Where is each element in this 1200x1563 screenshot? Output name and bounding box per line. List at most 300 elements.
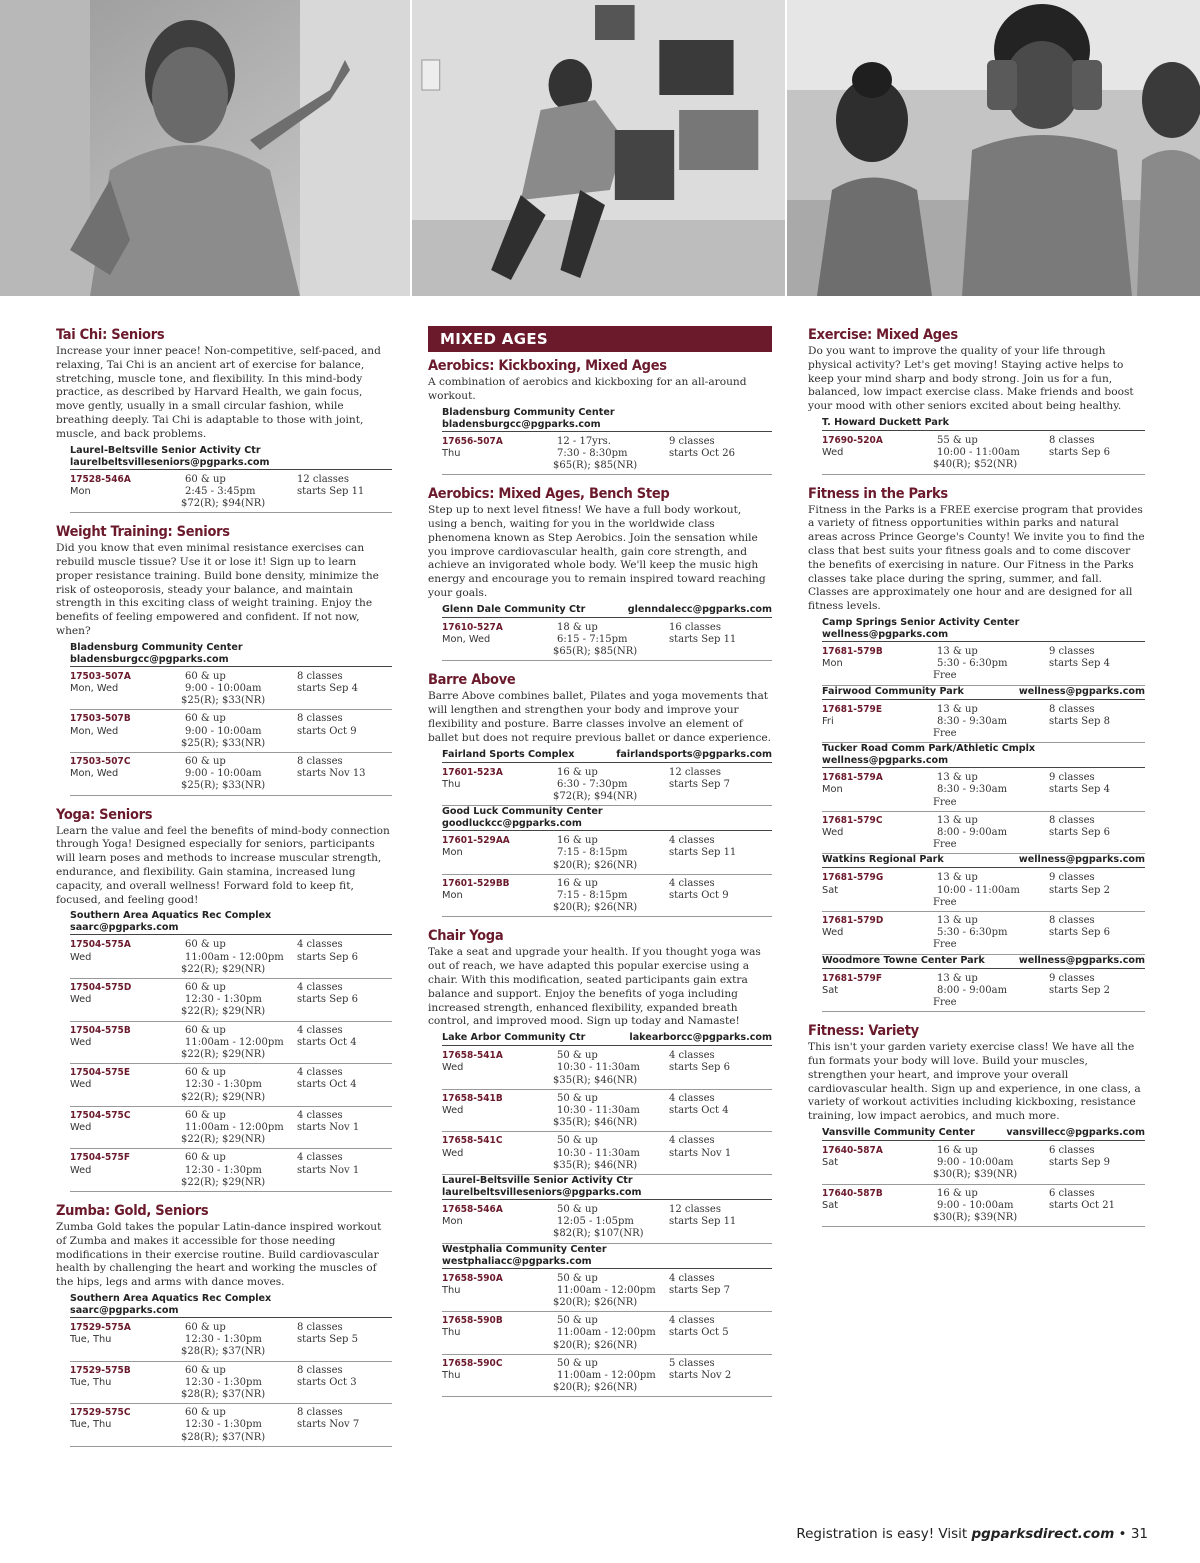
class-fee: $30(R); $39(NR) xyxy=(933,1169,1018,1181)
class-id-cell xyxy=(822,772,937,809)
class-details-cell xyxy=(933,1145,1049,1182)
class-row[interactable] xyxy=(70,1107,392,1150)
class-count: 8 classes xyxy=(297,670,343,682)
class-code[interactable]: 17503-507C xyxy=(70,755,131,767)
column-mixed-ages xyxy=(428,326,772,1407)
class-details-cell xyxy=(933,645,1049,683)
location-email[interactable]: glenndalecc@pgparks.com xyxy=(627,603,772,615)
location-header xyxy=(822,686,1145,700)
class-age: 13 & up xyxy=(937,915,978,927)
class-days: Sat xyxy=(822,1157,839,1169)
class-row[interactable] xyxy=(822,1185,1145,1228)
class-start: starts Nov 7 xyxy=(297,1419,360,1431)
class-time: 12:30 - 1:30pm xyxy=(185,1376,262,1388)
class-code[interactable]: 17681-579D xyxy=(822,915,884,927)
location-email[interactable]: vansvillecc@pgparks.com xyxy=(1006,1127,1145,1139)
location-email[interactable]: westphaliacc@pgparks.com xyxy=(442,1255,592,1267)
class-id-cell xyxy=(822,815,937,852)
location-email[interactable]: goodluckcc@pgparks.com xyxy=(442,818,582,830)
class-code[interactable]: 17503-507B xyxy=(70,713,131,725)
location-name: Laurel-Beltsville Senior Activity Ctr xyxy=(70,444,261,456)
class-fee: $72(R); $94(NR) xyxy=(553,790,638,802)
class-id-cell xyxy=(822,646,937,683)
class-id-cell xyxy=(442,1273,557,1310)
class-age: 50 & up xyxy=(557,1092,598,1104)
class-id-cell xyxy=(70,1110,185,1147)
class-row[interactable] xyxy=(70,979,392,1022)
class-code[interactable]: 17656-507A xyxy=(442,435,503,447)
class-id-cell xyxy=(442,878,557,915)
class-age: 13 & up xyxy=(937,703,978,715)
class-time: 10:30 - 11:30am xyxy=(557,1105,640,1116)
class-id-cell xyxy=(822,1145,937,1182)
class-time: 8:00 - 9:00am xyxy=(937,984,1008,996)
class-row[interactable] xyxy=(70,668,392,711)
location-email[interactable]: bladensburgcc@pgparks.com xyxy=(70,653,229,665)
class-time: 8:00 - 9:00am xyxy=(937,827,1008,838)
class-age: 60 & up xyxy=(185,755,226,767)
class-age: 50 & up xyxy=(557,1135,598,1147)
class-count: 9 classes xyxy=(1049,872,1095,884)
class-age: 13 & up xyxy=(937,645,978,657)
class-start: starts Sep 11 xyxy=(669,847,737,859)
class-id-cell xyxy=(442,1093,557,1130)
class-fee: $35(R); $46(NR) xyxy=(553,1117,638,1129)
class-code[interactable]: 17504-575C xyxy=(70,1109,131,1121)
location-row xyxy=(822,686,1145,698)
class-days: Mon, Wed xyxy=(70,725,119,737)
class-code[interactable]: 17610-527A xyxy=(442,621,503,633)
class-code[interactable]: 17681-579F xyxy=(822,972,882,984)
class-code[interactable]: 17681-579C xyxy=(822,814,883,826)
location-header xyxy=(822,417,1145,431)
class-schedule-cell xyxy=(297,1152,392,1189)
class-row[interactable] xyxy=(442,1090,772,1133)
class-id-cell xyxy=(70,982,185,1019)
class-id-cell xyxy=(442,767,557,804)
location-email[interactable]: wellness@pgparks.com xyxy=(822,755,949,767)
class-start: starts Sep 6 xyxy=(1049,827,1110,838)
class-fee: $28(R); $37(NR) xyxy=(181,1389,266,1401)
class-id-cell xyxy=(822,872,937,909)
class-days: Mon xyxy=(822,784,843,796)
class-fee: $20(R); $26(NR) xyxy=(553,902,638,914)
class-id-cell xyxy=(70,1067,185,1104)
class-row[interactable] xyxy=(442,1270,772,1313)
class-row[interactable] xyxy=(822,869,1145,912)
location-email[interactable]: wellness@pgparks.com xyxy=(822,628,949,640)
class-age: 18 & up xyxy=(557,621,598,633)
class-start: starts Sep 4 xyxy=(1049,658,1110,670)
location-email[interactable]: wellness@pgparks.com xyxy=(1018,954,1145,966)
class-code[interactable]: 17658-541C xyxy=(442,1135,503,1147)
location-header xyxy=(822,1127,1145,1141)
class-schedule-cell xyxy=(1049,872,1145,909)
class-time: 7:15 - 8:15pm xyxy=(557,890,628,901)
class-row[interactable] xyxy=(822,701,1145,744)
class-details-cell xyxy=(553,1092,669,1130)
class-age: 60 & up xyxy=(185,1407,226,1419)
location-name: Southern Area Aquatics Rec Complex xyxy=(70,1293,272,1305)
class-time: 6:15 - 7:15pm xyxy=(557,633,628,645)
location-email[interactable]: fairlandsports@pgparks.com xyxy=(616,748,772,760)
class-row[interactable] xyxy=(70,936,392,979)
class-row[interactable] xyxy=(442,832,772,875)
class-row[interactable] xyxy=(70,1149,392,1192)
location-row xyxy=(70,642,392,654)
class-count: 4 classes xyxy=(297,1152,343,1164)
class-row[interactable] xyxy=(442,433,772,476)
class-details-cell xyxy=(933,772,1049,809)
class-id-cell xyxy=(442,1204,557,1241)
location-email[interactable]: bladensburgcc@pgparks.com xyxy=(442,418,601,430)
class-details-cell xyxy=(181,1067,297,1104)
class-age: 60 & up xyxy=(185,981,226,993)
class-start: starts Sep 7 xyxy=(669,778,730,790)
class-details-cell xyxy=(933,872,1049,909)
class-code[interactable]: 17681-579G xyxy=(822,872,884,884)
class-days: Tue, Thu xyxy=(70,1334,112,1346)
class-count: 4 classes xyxy=(297,939,343,951)
course-title: Tai Chi: Seniors xyxy=(56,327,165,343)
class-schedule-cell xyxy=(1049,1188,1145,1225)
class-details-cell xyxy=(553,621,669,659)
class-code[interactable]: 17640-587A xyxy=(822,1145,883,1157)
column-seniors xyxy=(56,326,392,1457)
class-schedule-cell xyxy=(669,1135,772,1172)
class-time: 12:30 - 1:30pm xyxy=(185,1334,262,1346)
class-time: 8:30 - 9:30am xyxy=(937,715,1008,727)
class-details-cell xyxy=(553,1272,669,1310)
class-code[interactable]: 17504-575F xyxy=(70,1152,130,1164)
class-days: Wed xyxy=(70,951,92,963)
location-row xyxy=(442,1032,772,1044)
class-start: starts Sep 5 xyxy=(297,1334,358,1346)
location-row xyxy=(442,749,772,761)
class-start: starts Sep 6 xyxy=(669,1062,730,1074)
class-code[interactable]: 17503-507A xyxy=(70,670,131,682)
class-row[interactable] xyxy=(442,1355,772,1398)
class-id-cell xyxy=(442,835,557,872)
class-time: 2:45 - 3:45pm xyxy=(185,485,256,497)
class-id-cell xyxy=(442,1050,557,1087)
class-id-cell xyxy=(442,1315,557,1352)
class-age: 16 & up xyxy=(937,1145,978,1157)
class-days: Sat xyxy=(822,1199,839,1211)
class-start: starts Nov 13 xyxy=(297,768,366,780)
location-name: Vansville Community Center xyxy=(822,1127,975,1139)
class-fee: Free xyxy=(933,839,957,851)
location-email[interactable]: saarc@pgparks.com xyxy=(70,922,179,934)
class-time: 9:00 - 10:00am xyxy=(185,768,262,780)
class-time: 11:00am - 12:00pm xyxy=(557,1370,656,1382)
location-row xyxy=(442,407,772,419)
class-count: 9 classes xyxy=(1049,772,1095,784)
class-code[interactable]: 17658-590B xyxy=(442,1315,503,1327)
class-fee: $28(R); $37(NR) xyxy=(181,1431,266,1443)
tai-chi-photo xyxy=(0,0,410,296)
class-days: Sat xyxy=(822,884,839,896)
class-details-cell xyxy=(181,473,297,511)
class-time: 5:30 - 6:30pm xyxy=(937,927,1008,939)
class-code[interactable]: 17681-579E xyxy=(822,703,882,715)
class-code[interactable]: 17658-590C xyxy=(442,1357,503,1369)
class-count: 8 classes xyxy=(297,1364,343,1376)
location-header xyxy=(442,604,772,618)
location-header xyxy=(70,1293,392,1318)
class-count: 5 classes xyxy=(669,1357,715,1369)
class-row[interactable] xyxy=(70,1319,392,1362)
class-row[interactable] xyxy=(442,1201,772,1244)
location-row xyxy=(442,806,772,818)
class-start: starts Oct 5 xyxy=(669,1327,729,1339)
class-row[interactable] xyxy=(822,812,1145,855)
location-name: Bladensburg Community Center xyxy=(442,406,615,418)
course-title: Yoga: Seniors xyxy=(56,806,153,823)
class-count: 6 classes xyxy=(1049,1187,1095,1199)
course-section xyxy=(56,1202,392,1447)
class-start: starts Sep 7 xyxy=(669,1284,730,1296)
footer-prefix: Registration is easy! Visit xyxy=(796,1526,972,1542)
class-code[interactable]: 17528-546A xyxy=(70,473,131,485)
class-schedule-cell xyxy=(669,1093,772,1130)
class-count: 8 classes xyxy=(1049,703,1095,715)
class-fee: $65(R); $85(NR) xyxy=(553,460,638,471)
class-fee: $22(R); $29(NR) xyxy=(181,1134,266,1146)
class-code[interactable]: 17504-575A xyxy=(70,939,131,951)
class-row[interactable] xyxy=(442,619,772,662)
class-id-cell xyxy=(822,435,937,472)
course-description: Did you know that even minimal resistance exercises can rebuild muscle tissue? Use it or lose it! Sign up to learn proper resistance training. Build bone density, minimize the risk of osteoporosis, steady your balance, and maintain strength in this exciting class of weight training. Enjoy the benefits of feeling empowered and confident. If not now, when? xyxy=(56,542,379,637)
class-details-cell xyxy=(181,670,297,708)
class-row[interactable] xyxy=(70,1064,392,1107)
location-name: Fairwood Community Park xyxy=(822,685,964,697)
class-age: 60 & up xyxy=(185,1024,226,1036)
location-email[interactable]: lakearborcc@pgparks.com xyxy=(629,1032,772,1044)
class-schedule-cell xyxy=(669,878,772,915)
location-email[interactable]: saarc@pgparks.com xyxy=(70,1305,179,1317)
class-code[interactable]: 17640-587B xyxy=(822,1187,883,1199)
class-id-cell xyxy=(70,671,185,708)
class-age: 60 & up xyxy=(185,939,226,951)
class-fee: $22(R); $29(NR) xyxy=(181,1176,266,1188)
course-section xyxy=(428,671,772,917)
location-name: Camp Springs Senior Activity Center xyxy=(822,616,1020,628)
class-code[interactable]: 17529-575B xyxy=(70,1364,131,1376)
class-schedule-cell xyxy=(669,622,772,659)
class-row[interactable] xyxy=(442,1312,772,1355)
class-schedule-cell xyxy=(1049,772,1145,809)
location-header xyxy=(442,1175,772,1200)
class-age: 16 & up xyxy=(557,766,598,778)
location-row xyxy=(822,854,1145,866)
class-row[interactable] xyxy=(822,769,1145,812)
class-time: 11:00am - 12:00pm xyxy=(557,1327,656,1339)
class-schedule-cell xyxy=(669,1273,772,1310)
class-schedule-cell xyxy=(297,1322,392,1359)
class-code[interactable]: 17681-579A xyxy=(822,772,883,784)
location-header xyxy=(442,407,772,432)
class-age: 60 & up xyxy=(185,713,226,725)
class-days: Mon, Wed xyxy=(70,768,119,780)
class-fee: $25(R); $33(NR) xyxy=(181,695,266,707)
class-fee: $20(R); $26(NR) xyxy=(553,1382,638,1394)
class-row[interactable] xyxy=(70,1022,392,1065)
class-count: 4 classes xyxy=(669,1092,715,1104)
class-age: 13 & up xyxy=(937,814,978,826)
class-details-cell xyxy=(553,1050,669,1087)
course-description: Learn the value and feel the benefits of mind-body connection through Yoga! Designed especially for seniors, participants will learn poses and methods to increase muscular strength, endurance, and flexibility. Gain stamina, increased lung capacity, and overall wellness! Forward fold to keep fit, focused, and feeling good! xyxy=(56,824,390,906)
class-details-cell xyxy=(181,1364,297,1402)
class-id-cell xyxy=(822,1188,937,1225)
class-count: 12 classes xyxy=(669,766,721,778)
class-details-cell xyxy=(933,972,1049,1010)
class-code[interactable]: 17658-590A xyxy=(442,1272,503,1284)
class-start: starts Nov 2 xyxy=(669,1370,732,1382)
class-schedule-cell xyxy=(669,1358,772,1395)
class-details-cell xyxy=(933,1187,1049,1225)
location-row xyxy=(70,445,392,457)
page-number: 31 xyxy=(1130,1526,1148,1542)
class-row[interactable] xyxy=(70,710,392,753)
class-days: Thu xyxy=(442,1327,461,1339)
class-count: 8 classes xyxy=(1049,915,1095,927)
class-row[interactable] xyxy=(442,1132,772,1175)
class-start: starts Oct 4 xyxy=(297,1079,357,1091)
class-row[interactable] xyxy=(822,643,1145,686)
course-description: Fitness in the Parks is a FREE exercise program that provides a variety of fitness opportunities within parks and natural areas across Prince George's County! We invite you to find the class that best suits your fitness goals and to come discover the benefits of exercising in nature. Our Fitness in the Parks classes take place during the spring, summer, and fall. Classes are approximately one hour and are designed for all fitness levels. xyxy=(808,503,1145,613)
class-days: Mon xyxy=(442,890,463,901)
course-description: This isn't your garden variety exercise class! We have all the fun formats your body will love. Build your muscles, strengthen your heart, and improve your overall cardiovascular health. Sign up and experience, in one class, a variety of workout activities including kickboxing, resistance training, low impact aerobics, and much more. xyxy=(808,1041,1141,1123)
course-section xyxy=(428,927,772,1397)
class-row[interactable] xyxy=(442,1047,772,1090)
location-name: Tucker Road Comm Park/Athletic Cmplx xyxy=(822,743,1036,755)
class-schedule-cell xyxy=(297,982,392,1019)
class-count: 4 classes xyxy=(297,1109,343,1121)
class-count: 8 classes xyxy=(297,755,343,767)
class-row[interactable] xyxy=(822,970,1145,1013)
class-row[interactable] xyxy=(822,432,1145,475)
class-fee: $65(R); $85(NR) xyxy=(553,646,638,658)
class-code[interactable]: 17690-520A xyxy=(822,434,883,446)
class-count: 8 classes xyxy=(1049,434,1095,446)
location-row xyxy=(70,1293,392,1305)
class-age: 50 & up xyxy=(557,1050,598,1062)
class-age: 12 - 17yrs. xyxy=(557,435,611,447)
class-details-cell xyxy=(181,1024,297,1062)
class-row[interactable] xyxy=(70,753,392,796)
location-email[interactable]: wellness@pgparks.com xyxy=(1018,685,1145,697)
class-id-cell xyxy=(70,1025,185,1062)
class-age: 60 & up xyxy=(185,1364,226,1376)
class-count: 4 classes xyxy=(669,877,715,889)
class-fee: $35(R); $46(NR) xyxy=(553,1074,638,1086)
class-row[interactable] xyxy=(822,912,1145,955)
class-code[interactable]: 17529-575A xyxy=(70,1322,131,1334)
site-link[interactable]: pgparksdirect.com xyxy=(971,1526,1115,1542)
class-row[interactable] xyxy=(442,764,772,807)
class-code[interactable]: 17601-523A xyxy=(442,766,503,778)
class-fee: $40(R); $52(NR) xyxy=(933,459,1018,471)
class-schedule-cell xyxy=(297,671,392,708)
class-row[interactable] xyxy=(70,471,392,514)
course-description: Zumba Gold takes the popular Latin-dance inspired workout of Zumba and makes it accessible for those needing modifications in their exercise routine. Build cardiovascular health by challenging the heart and working the muscles of the hips, legs and arms with dance moves. xyxy=(56,1221,382,1289)
course-title: Chair Yoga xyxy=(428,928,504,945)
location-name: Glenn Dale Community Ctr xyxy=(442,603,586,615)
class-row[interactable] xyxy=(442,875,772,918)
class-start: starts Oct 4 xyxy=(297,1036,357,1048)
class-fee: $35(R); $46(NR) xyxy=(553,1159,638,1171)
class-schedule-cell xyxy=(297,1110,392,1147)
mixed-ages-banner: MIXED AGES xyxy=(428,326,772,352)
class-fee: Free xyxy=(933,997,957,1009)
class-fee: $72(R); $94(NR) xyxy=(181,497,266,509)
class-code[interactable]: 17529-575C xyxy=(70,1407,131,1419)
class-code[interactable]: 17504-575E xyxy=(70,1067,130,1079)
class-details-cell xyxy=(933,703,1049,741)
class-days: Thu xyxy=(442,778,461,790)
class-code[interactable]: 17681-579B xyxy=(822,645,883,657)
class-schedule-cell xyxy=(669,835,772,872)
location-row xyxy=(822,743,1145,755)
class-row[interactable] xyxy=(822,1142,1145,1185)
class-details-cell xyxy=(553,766,669,804)
class-id-cell xyxy=(70,1152,185,1189)
class-code[interactable]: 17504-575B xyxy=(70,1024,131,1036)
location-email[interactable]: laurelbeltsvilleseniors@pgparks.com xyxy=(70,456,270,468)
course-section xyxy=(56,523,392,795)
class-days: Wed xyxy=(70,1164,92,1176)
class-time: 9:00 - 10:00am xyxy=(185,725,262,737)
class-count: 4 classes xyxy=(669,1315,715,1327)
class-schedule-cell xyxy=(669,1315,772,1352)
location-header xyxy=(70,642,392,667)
class-days: Mon, Wed xyxy=(70,682,119,694)
class-time: 10:30 - 11:30am xyxy=(557,1147,640,1159)
class-start: starts Nov 1 xyxy=(669,1147,732,1159)
location-name: Lake Arbor Community Ctr xyxy=(442,1032,586,1044)
class-age: 60 & up xyxy=(185,1067,226,1079)
class-schedule-cell xyxy=(297,1407,392,1444)
class-code[interactable]: 17504-575D xyxy=(70,981,132,993)
class-fee: $22(R); $29(NR) xyxy=(181,1006,266,1018)
class-code[interactable]: 17601-529AA xyxy=(442,835,510,847)
class-days: Wed xyxy=(442,1147,464,1159)
course-description: Increase your inner peace! Non-competitive, self-paced, and relaxing, Tai Chi is an ancient art of exercise for balance, stretching, muscle tone, and flexibility. In this mind-body practice, as described by Harvard Health, we gain focus, move gently, usually in a small circular fashion, while breathing deeply. Tai Chi is adaptable to those with joint, muscle, and back problems. xyxy=(56,345,381,440)
class-count: 4 classes xyxy=(669,1272,715,1284)
location-row xyxy=(822,1127,1145,1139)
class-days: Wed xyxy=(70,1122,92,1134)
location-header xyxy=(442,1032,772,1046)
location-email[interactable]: laurelbeltsvilleseniors@pgparks.com xyxy=(442,1187,642,1199)
course-description: Take a seat and upgrade your health. If you thought yoga was out of reach, we have adapted this popular exercise using a chair. With this modification, seated participants gain extra balance and support. Enjoy the benefits of yoga including increased strength, enhanced flexibility, expanded breath control, and improved mood. Sign up today and Namaste! xyxy=(428,946,761,1028)
class-code[interactable]: 17658-541B xyxy=(442,1092,503,1104)
class-id-cell xyxy=(822,973,937,1010)
course-title: Barre Above xyxy=(428,672,516,689)
class-code[interactable]: 17658-541A xyxy=(442,1050,503,1062)
class-fee: $30(R); $39(NR) xyxy=(933,1212,1018,1224)
class-code[interactable]: 17658-546A xyxy=(442,1204,503,1216)
class-details-cell xyxy=(933,434,1049,472)
class-start: starts Sep 6 xyxy=(297,951,358,963)
class-details-cell xyxy=(553,1315,669,1352)
location-email[interactable]: wellness@pgparks.com xyxy=(1018,854,1145,866)
location-header xyxy=(442,806,772,831)
class-count: 8 classes xyxy=(297,1322,343,1334)
class-row[interactable] xyxy=(70,1404,392,1447)
class-row[interactable] xyxy=(70,1362,392,1405)
class-code[interactable]: 17601-529BB xyxy=(442,877,510,889)
